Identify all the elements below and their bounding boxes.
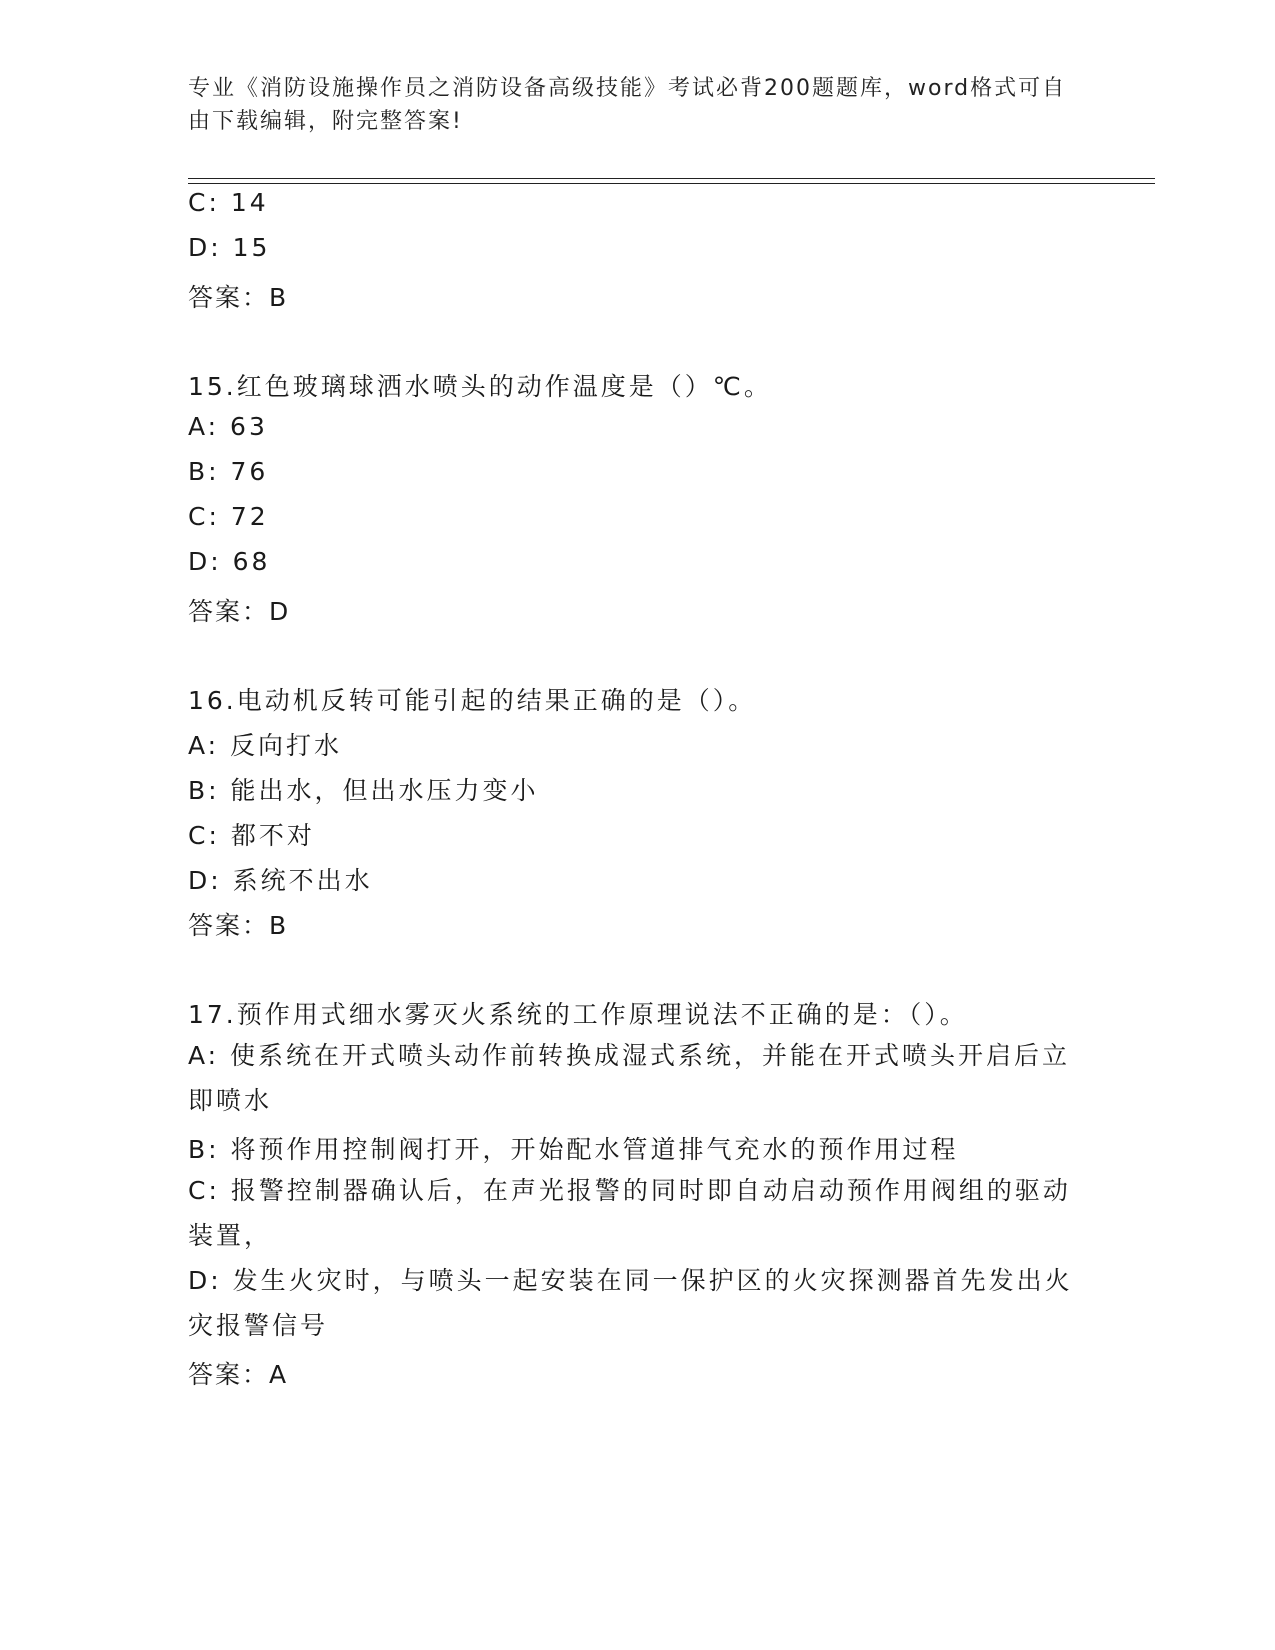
q15-option-d: D: 68 bbox=[188, 547, 271, 576]
q16-option-b: B: 能出水，但出水压力变小 bbox=[188, 776, 539, 805]
q15-option-a: A: 63 bbox=[188, 412, 268, 441]
q15-stem: 15.红色玻璃球洒水喷头的动作温度是（）℃。 bbox=[188, 372, 772, 401]
q15-answer: 答案：D bbox=[188, 597, 291, 626]
q17-option-c: C: 报警控制器确认后，在声光报警的同时即自动启动预作用阀组的驱动装置， bbox=[188, 1176, 1071, 1250]
header-divider-bottom bbox=[188, 183, 1155, 184]
q16-option-a: A: 反向打水 bbox=[188, 731, 343, 760]
q15-option-c: C: 72 bbox=[188, 502, 269, 531]
q17-option-b: B: 将预作用控制阀打开，开始配水管道排气充水的预作用过程 bbox=[188, 1135, 959, 1164]
prev-option-d: D: 15 bbox=[188, 233, 271, 262]
header-divider-top bbox=[188, 178, 1155, 179]
q15-option-b: B: 76 bbox=[188, 457, 269, 486]
q16-option-c: C: 都不对 bbox=[188, 821, 315, 850]
q16-stem: 16.电动机反转可能引起的结果正确的是（）。 bbox=[188, 686, 757, 715]
q17-stem: 17.预作用式细水雾灭火系统的工作原理说法不正确的是：（）。 bbox=[188, 1000, 968, 1029]
q17-option-a: A: 使系统在开式喷头动作前转换成湿式系统，并能在开式喷头开启后立即喷水 bbox=[188, 1041, 1071, 1115]
document-header: 专业《消防设施操作员之消防设备高级技能》考试必背200题题库，word格式可自由下载编辑，附完整答案! bbox=[188, 76, 1067, 134]
prev-option-c: C: 14 bbox=[188, 188, 269, 217]
q17-answer: 答案：A bbox=[188, 1360, 289, 1389]
q16-option-d: D: 系统不出水 bbox=[188, 866, 373, 895]
prev-answer: 答案：B bbox=[188, 283, 289, 312]
q16-answer: 答案：B bbox=[188, 911, 289, 940]
q17-option-d: D: 发生火灾时，与喷头一起安装在同一保护区的火灾探测器首先发出火灾报警信号 bbox=[188, 1266, 1073, 1340]
